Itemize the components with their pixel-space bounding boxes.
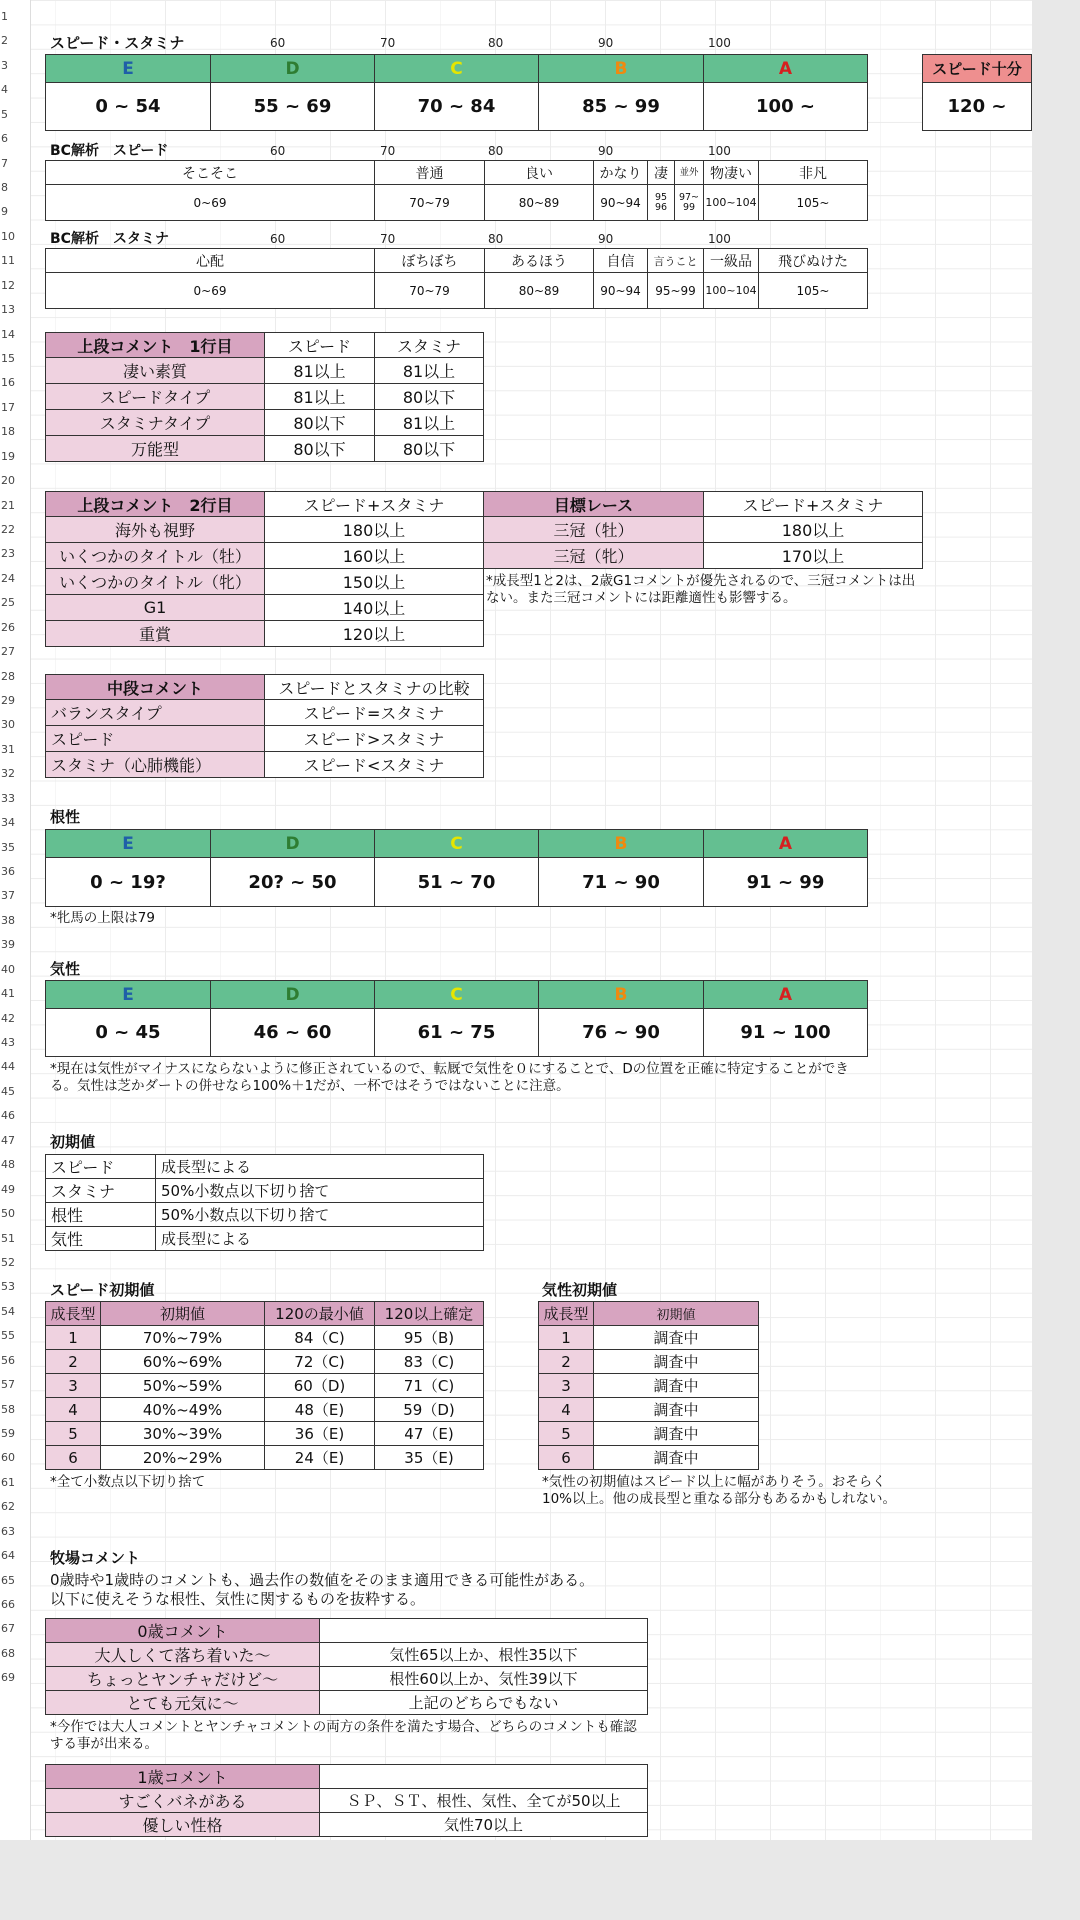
row-number: 46 [1,1109,15,1122]
bc-stamina-value: 100~104 [703,272,759,309]
tick-90: 90 [598,144,614,158]
age1-row-value: ＳＰ、ＳＴ、根性、気性、全てが50以上 [319,1788,648,1813]
row-number: 39 [1,938,15,951]
upper2-row-label: いくつかのタイトル（牡） [45,542,265,569]
speed-init-min: 48（E) [264,1397,375,1422]
bc-speed-header: 非凡 [758,160,868,185]
bc-speed-value: 100~104 [703,184,759,221]
speed-enough-value: 120 ~ [922,82,1032,131]
speed-init-type: 2 [45,1349,101,1374]
initial-row-label: 気性 [45,1226,156,1251]
middle-row-value: スピード=スタミナ [264,699,484,726]
row-number: 14 [1,328,15,341]
speed-init-note: *全て小数点以下切り捨て [50,1474,206,1490]
tick-60: 60 [270,36,286,50]
speed-init-min: 36（E) [264,1421,375,1446]
speed-init-value: 70%~79% [100,1325,265,1350]
grade-e: E [45,980,211,1009]
speed-init-min: 84（C) [264,1325,375,1350]
upper1-row-stamina: 80以下 [374,435,484,462]
speed-init-header: 初期値 [100,1301,265,1326]
bc-stamina-title: BC解析 スタミナ [50,231,169,247]
age0-row-label: ちょっとヤンチャだけど～ [45,1666,320,1691]
bc-speed-header: 物凄い [703,160,759,185]
ranch-title: 牧場コメント [50,1549,141,1567]
upper2-row-value: 160以上 [264,542,484,569]
bc-speed-value: 0~69 [45,184,375,221]
upper1-row-speed: 80以下 [264,435,375,462]
kisei-range: 76 ~ 90 [538,1008,704,1057]
upper2-row-value: 180以上 [264,516,484,543]
row-number: 24 [1,572,15,585]
row-number: 34 [1,816,15,829]
bc-stamina-value: 70~79 [374,272,485,309]
kisei-init-type: 4 [538,1397,594,1422]
row-number: 58 [1,1403,15,1416]
bc-stamina-value: 95~99 [647,272,704,309]
row-number: 32 [1,767,15,780]
upper1-row-stamina: 80以下 [374,383,484,410]
row-number: 62 [1,1500,15,1513]
initial-row-value: 50%小数点以下切り捨て [155,1178,484,1203]
row-number: 5 [1,108,8,121]
upper1-row-stamina: 81以上 [374,409,484,436]
age0-row-value: 気性65以上か、根性35以下 [319,1642,648,1667]
row-number: 13 [1,303,15,316]
row-number: 42 [1,1012,15,1025]
row-number: 43 [1,1036,15,1049]
kisei-init-type: 3 [538,1373,594,1398]
upper1-row-stamina: 81以上 [374,357,484,384]
upper2-row-label: G1 [45,594,265,621]
tick-80: 80 [488,36,504,50]
upper2-row-label: 重賞 [45,620,265,647]
kisei-range: 91 ~ 100 [703,1008,868,1057]
row-number: 27 [1,645,15,658]
range-e: 0 ~ 54 [45,82,211,131]
tick-70: 70 [380,232,396,246]
bc-speed-title: BC解析 スピード [50,143,169,159]
bc-stamina-header: 心配 [45,248,375,273]
bc-stamina-header: 言うこと [647,248,704,273]
upper1-row-speed: 80以下 [264,409,375,436]
kisei-range: 61 ~ 75 [374,1008,539,1057]
row-number: 7 [1,157,8,170]
row-number: 60 [1,1451,15,1464]
grade-b: B [538,54,704,83]
upper2-row-value: 140以上 [264,594,484,621]
row-number: 19 [1,450,15,463]
bc-speed-value: 70~79 [374,184,485,221]
row-number: 45 [1,1085,15,1098]
kisei-init-value: 調査中 [593,1397,759,1422]
target-race-label: 三冠（牡） [483,516,704,543]
row-number: 21 [1,499,15,512]
tick-90: 90 [598,232,614,246]
row-number: 12 [1,279,15,292]
row-number: 53 [1,1280,15,1293]
konjou-range: 91 ~ 99 [703,857,868,907]
age0-row-value: 根性60以上か、気性39以下 [319,1666,648,1691]
range-b: 85 ~ 99 [538,82,704,131]
initial-title: 初期値 [50,1133,96,1151]
row-number: 57 [1,1378,15,1391]
kisei-init-type: 5 [538,1421,594,1446]
middle-row-label: スピード [45,725,265,752]
age1-header: 1歳コメント [45,1764,320,1789]
upper1-row-label: 万能型 [45,435,265,462]
row-number: 35 [1,841,15,854]
row-number: 2 [1,34,8,47]
bc-stamina-value: 90~94 [593,272,648,309]
kisei-init-note: *気性の初期値はスピード以上に幅がありそう。おそらく10%以上。他の成長型と重なる部分もあるかもしれない。 [542,1474,897,1507]
row-number: 23 [1,547,15,560]
middle-row-value: スピード>スタミナ [264,725,484,752]
tick-70: 70 [380,144,396,158]
row-number: 51 [1,1232,15,1245]
bc-stamina-header: 自信 [593,248,648,273]
grade-b: B [538,980,704,1009]
bc-speed-header: かなり [593,160,648,185]
row-number: 61 [1,1476,15,1489]
row-number: 16 [1,376,15,389]
bc-stamina-value: 80~89 [484,272,594,309]
grade-c: C [374,54,539,83]
row-number: 47 [1,1134,15,1147]
row-number: 18 [1,425,15,438]
speed-init-sure: 35（E) [374,1445,484,1470]
grade-e: E [45,829,211,858]
tick-70: 70 [380,36,396,50]
grade-d: D [210,54,375,83]
konjou-range: 0 ~ 19? [45,857,211,907]
bc-speed-value: 95 96 [647,184,675,221]
grade-c: C [374,829,539,858]
row-number: 37 [1,889,15,902]
row-numbers [0,0,31,1840]
kisei-init-type: 1 [538,1325,594,1350]
row-number: 66 [1,1598,15,1611]
kisei-init-title: 気性初期値 [542,1281,618,1299]
upper1-header: スタミナ [374,332,484,358]
row-number: 22 [1,523,15,536]
speed-init-min: 72（C) [264,1349,375,1374]
upper1-row-speed: 81以上 [264,383,375,410]
kisei-init-value: 調査中 [593,1373,759,1398]
speed-init-type: 3 [45,1373,101,1398]
ranch-text-1: 0歳時や1歳時のコメントも、過去作の数値をそのまま適用できる可能性がある。 [50,1571,595,1589]
row-number: 26 [1,621,15,634]
bc-speed-value: 80~89 [484,184,594,221]
speed-init-type: 4 [45,1397,101,1422]
speed-init-sure: 59（D) [374,1397,484,1422]
initial-row-label: スタミナ [45,1178,156,1203]
upper2-row-label: 海外も視野 [45,516,265,543]
konjou-range: 71 ~ 90 [538,857,704,907]
section-title-speed-stamina: スピード・スタミナ [50,34,185,52]
tick-90: 90 [598,36,614,50]
bc-speed-header: 普通 [374,160,485,185]
row-number: 33 [1,792,15,805]
row-number: 65 [1,1574,15,1587]
upper2-row-label: いくつかのタイトル（牝） [45,568,265,595]
target-race-header: スピード+スタミナ [703,491,923,517]
speed-init-value: 20%~29% [100,1445,265,1470]
row-number: 56 [1,1354,15,1367]
bc-speed-value: 90~94 [593,184,648,221]
range-a: 100 ~ [703,82,868,131]
speed-init-min: 60（D) [264,1373,375,1398]
kisei-init-value: 調査中 [593,1421,759,1446]
row-number: 9 [1,205,8,218]
middle-header: スピードとスタミナの比較 [264,674,484,700]
speed-init-header: 成長型 [45,1301,101,1326]
bc-stamina-header: 一級品 [703,248,759,273]
row-number: 54 [1,1305,15,1318]
tick-60: 60 [270,144,286,158]
target-race-header: 目標レース [483,491,704,517]
speed-init-sure: 71（C) [374,1373,484,1398]
row-number: 15 [1,352,15,365]
age0-row-label: 大人しくて落ち着いた～ [45,1642,320,1667]
bc-speed-header: そこそこ [45,160,375,185]
upper2-row-value: 150以上 [264,568,484,595]
kisei-note: *現在は気性がマイナスにならないように修正されているので、転厩で気性を０にすることで、Dの位置を正確に特定することができる。気性は芝かダートの併せなら100%＋1だが、一杯ではそうではないことに注意。 [50,1061,849,1094]
age1-row-value: 気性70以上 [319,1812,648,1837]
upper1-row-speed: 81以上 [264,357,375,384]
kisei-init-value: 調査中 [593,1349,759,1374]
row-number: 48 [1,1158,15,1171]
row-number: 31 [1,743,15,756]
row-number: 6 [1,132,8,145]
grade-a: A [703,829,868,858]
upper2-row-value: 120以上 [264,620,484,647]
speed-init-value: 60%~69% [100,1349,265,1374]
konjou-range: 20? ~ 50 [210,857,375,907]
bc-speed-header: 凄 [647,160,675,185]
row-number: 59 [1,1427,15,1440]
kisei-range: 46 ~ 60 [210,1008,375,1057]
grade-d: D [210,829,375,858]
upper1-header: スピード [264,332,375,358]
kisei-init-type: 6 [538,1445,594,1470]
initial-row-label: 根性 [45,1202,156,1227]
upper1-row-label: 凄い素質 [45,357,265,384]
initial-row-value: 成長型による [155,1154,484,1179]
tick-100: 100 [708,232,731,246]
row-number: 30 [1,718,15,731]
row-number: 64 [1,1549,15,1562]
row-number: 40 [1,963,15,976]
tick-80: 80 [488,232,504,246]
speed-init-value: 50%~59% [100,1373,265,1398]
speed-init-header: 120以上確定 [374,1301,484,1326]
speed-init-sure: 95（B) [374,1325,484,1350]
tick-60: 60 [270,232,286,246]
row-number: 69 [1,1671,15,1684]
speed-init-sure: 47（E) [374,1421,484,1446]
grade-d: D [210,980,375,1009]
kisei-range: 0 ~ 45 [45,1008,211,1057]
initial-row-label: スピード [45,1154,156,1179]
range-c: 70 ~ 84 [374,82,539,131]
bc-speed-header: 並外 [674,160,704,185]
initial-row-value: 50%小数点以下切り捨て [155,1202,484,1227]
initial-row-value: 成長型による [155,1226,484,1251]
grade-a: A [703,54,868,83]
kisei-init-value: 調査中 [593,1325,759,1350]
age1-header-blank [319,1764,648,1789]
row-number: 8 [1,181,8,194]
age0-header: 0歳コメント [45,1618,320,1643]
speed-init-title: スピード初期値 [50,1281,155,1299]
tick-80: 80 [488,144,504,158]
grade-a: A [703,980,868,1009]
speed-init-type: 6 [45,1445,101,1470]
target-race-note: *成長型1と2は、2歳G1コメントが優先されるので、三冠コメントは出ない。また三冠コメントには距離適性も影響する。 [486,573,916,606]
row-number: 49 [1,1183,15,1196]
row-number: 3 [1,59,8,72]
age0-header-blank [319,1618,648,1643]
upper1-header: 上段コメント 1行目 [45,332,265,358]
row-number: 17 [1,401,15,414]
row-number: 68 [1,1647,15,1660]
middle-row-label: バランスタイプ [45,699,265,726]
upper2-header: 上段コメント 2行目 [45,491,265,517]
tick-100: 100 [708,36,731,50]
row-number: 63 [1,1525,15,1538]
bc-speed-header: 良い [484,160,594,185]
row-number: 41 [1,987,15,1000]
bc-speed-value: 97~ 99 [674,184,704,221]
middle-row-value: スピード<スタミナ [264,751,484,778]
range-d: 55 ~ 69 [210,82,375,131]
row-number: 38 [1,914,15,927]
speed-init-value: 40%~49% [100,1397,265,1422]
target-race-label: 三冠（牝） [483,542,704,569]
grade-e: E [45,54,211,83]
grade-b: B [538,829,704,858]
bc-stamina-value: 0~69 [45,272,375,309]
row-number: 11 [1,254,15,267]
age0-row-value: 上記のどちらでもない [319,1690,648,1715]
target-race-value: 170以上 [703,542,923,569]
age1-row-label: すごくバネがある [45,1788,320,1813]
grade-c: C [374,980,539,1009]
age1-row-label: 優しい性格 [45,1812,320,1837]
row-number: 50 [1,1207,15,1220]
row-number: 10 [1,230,15,243]
speed-init-header: 120の最小値 [264,1301,375,1326]
row-number: 44 [1,1060,15,1073]
speed-init-value: 30%~39% [100,1421,265,1446]
row-number: 4 [1,83,8,96]
row-number: 28 [1,670,15,683]
konjou-title: 根性 [50,808,81,826]
konjou-range: 51 ~ 70 [374,857,539,907]
upper1-row-label: スピードタイプ [45,383,265,410]
bc-stamina-header: 飛びぬけた [758,248,868,273]
bc-stamina-value: 105~ [758,272,868,309]
middle-header: 中段コメント [45,674,265,700]
row-number: 20 [1,474,15,487]
speed-init-type: 5 [45,1421,101,1446]
speed-init-min: 24（E) [264,1445,375,1470]
kisei-title: 気性 [50,960,81,978]
speed-init-sure: 83（C) [374,1349,484,1374]
kisei-init-header: 成長型 [538,1301,594,1326]
row-number: 55 [1,1329,15,1342]
target-race-value: 180以上 [703,516,923,543]
kisei-init-value: 調査中 [593,1445,759,1470]
row-number: 25 [1,596,15,609]
upper2-header: スピード+スタミナ [264,491,484,517]
konjou-note: *牝馬の上限は79 [50,910,155,926]
bc-stamina-header: ぼちぼち [374,248,485,273]
row-number: 52 [1,1256,15,1269]
age0-row-label: とても元気に～ [45,1690,320,1715]
row-number: 36 [1,865,15,878]
row-number: 29 [1,694,15,707]
ranch-text-2: 以下に使えそうな根性、気性に関するものを抜粋する。 [50,1590,426,1608]
bc-stamina-header: あるほう [484,248,594,273]
age0-note: *今作では大人コメントとヤンチャコメントの両方の条件を満たす場合、どちらのコメントも確認する事が出来る。 [50,1719,637,1752]
speed-enough-label: スピード十分 [922,54,1032,83]
middle-row-label: スタミナ（心肺機能） [45,751,265,778]
bc-speed-value: 105~ [758,184,868,221]
speed-init-type: 1 [45,1325,101,1350]
tick-100: 100 [708,144,731,158]
kisei-init-type: 2 [538,1349,594,1374]
kisei-init-header: 初期値 [593,1301,759,1326]
upper1-row-label: スタミナタイプ [45,409,265,436]
row-number: 67 [1,1622,15,1635]
row-number: 1 [1,10,8,23]
